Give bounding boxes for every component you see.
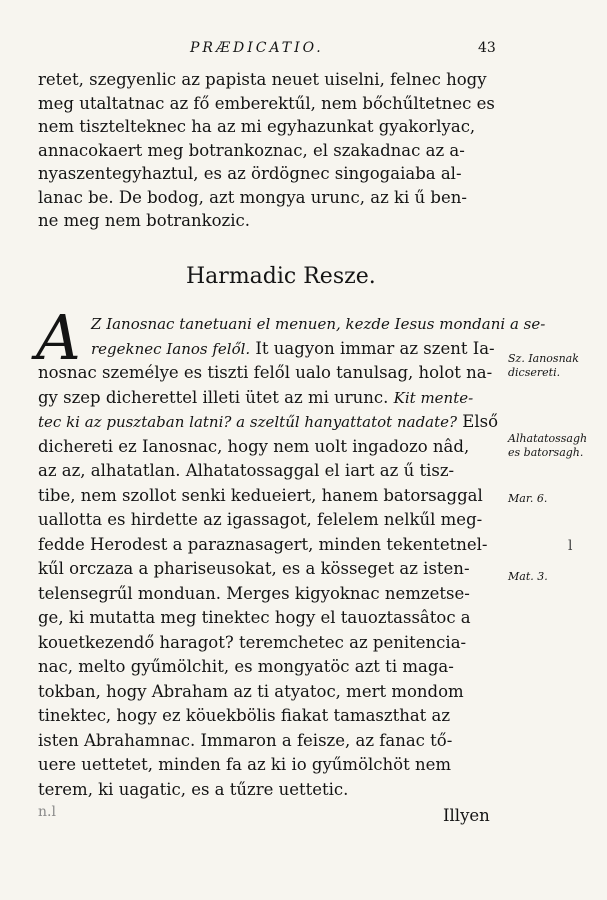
text-line xyxy=(38,680,506,705)
text-line xyxy=(38,533,506,558)
text-line: retet, szegyenlic az papista neuet uiselni, felnec hogy xyxy=(38,70,487,89)
roman-run: nosnac személye es tiszti felől ualo tanulsag, holot na- xyxy=(38,363,493,382)
roman-run: tibe, nem szollot senki kedueiert, hanem batorsaggal xyxy=(38,485,483,505)
roman-run: ge, ki mutatta meg tinektec hogy el tauoztassâtoc a xyxy=(38,608,471,627)
margin-mark: l xyxy=(568,538,573,554)
italic-run: Kit mente- xyxy=(393,388,474,407)
section-heading: Harmadic Resze. xyxy=(186,264,376,289)
roman-run: uallotta es hirdette az igassagot, felelem nelkűl meg- xyxy=(38,510,483,529)
footer-mark: n.l xyxy=(38,804,56,820)
roman-run: uere uettetet, minden fa az ki io gyűmölchöt nem xyxy=(38,755,451,774)
margin-note-mat3: Mat. 3. xyxy=(508,570,548,583)
roman-run: isten Abrahamnac. Immaron a feisze, az fanac tő- xyxy=(38,730,453,750)
roman-run: nac, melto gyűmölchit, es mongyatöc azt ti maga- xyxy=(38,657,454,676)
text-line xyxy=(38,631,506,656)
text-line xyxy=(38,459,506,484)
text-line xyxy=(38,508,506,533)
text-line xyxy=(38,557,506,582)
text-line xyxy=(38,361,506,386)
running-head: PRÆDICATIO. xyxy=(190,40,324,56)
roman-run: terem, ki uagatic, es a tűzre uettetic. xyxy=(38,779,349,799)
roman-run: tokban, hogy Abraham az ti atyatoc, mert mondom xyxy=(38,681,464,701)
page-number: 43 xyxy=(478,40,496,56)
text-line xyxy=(38,410,506,435)
text-line xyxy=(38,386,506,411)
text-line xyxy=(38,606,506,631)
margin-note-dicsereti: Sz. Ianosnak dicsereti. xyxy=(508,352,579,379)
italic-run: tec ki az pusztaban latni? a szeltűl hanyattatot nadate? xyxy=(38,413,458,431)
italic-run: regeknec Ianos felől. xyxy=(91,339,251,358)
text-line xyxy=(38,729,506,754)
text-line: ne meg nem botrankozic. xyxy=(38,211,251,230)
text-line xyxy=(38,435,506,460)
top-paragraph xyxy=(38,68,508,233)
italic-run: Z Ianosnac tanetuani el menuen, kezde Iesus mondani a se- xyxy=(91,315,546,333)
text-line xyxy=(38,655,506,680)
text-line: annacokaert meg botrankoznac, el szakadnac az a- xyxy=(38,140,465,160)
text-line xyxy=(38,337,506,362)
text-line: meg utaltatnac az fő emberektűl, nem bőchűltetnec es xyxy=(38,93,495,113)
roman-run: dichereti ez Ianosnac, hogy nem uolt ingadozo nâd, xyxy=(38,436,470,456)
roman-run: fedde Herodest a paraznasagert, minden tekentetnel- xyxy=(38,534,488,554)
text-line xyxy=(38,704,506,729)
roman-run: Első xyxy=(457,412,499,431)
text-line: nyaszentegyhaztul, es az ördögnec singogaiaba al- xyxy=(38,164,462,183)
drop-cap: A xyxy=(36,301,81,374)
text-line xyxy=(38,312,546,337)
page-header xyxy=(0,40,607,62)
roman-run: gy szep dicherettel illeti ütet az mi urunc. xyxy=(38,387,389,407)
text-line xyxy=(38,778,506,803)
roman-run: az az, alhatatlan. Alhatatossaggal el iart az ű tisz- xyxy=(38,461,455,480)
margin-note-mar6: Mar. 6. xyxy=(508,492,548,505)
text-line xyxy=(38,582,506,607)
roman-run: tinektec, hogy ez köuekbölis fiakat tamaszthat az xyxy=(38,706,451,725)
text-line: nem tisztelteknec ha az mi egyhazunkat gyakorlyac, xyxy=(38,117,476,136)
roman-run: kűl orczaza a pharisеusokat, es a kösseget az isten- xyxy=(38,559,470,578)
roman-run: telensegrűl monduan. Merges kigyoknac nemzetse- xyxy=(38,583,470,603)
text-line: lanac be. De bodog, azt mongya urunc, az ki ű ben- xyxy=(38,187,467,207)
margin-note-alhatatossag: Alhatatossagh es batorsagh. xyxy=(508,432,588,459)
roman-run: kouetkezendő haragot? teremchetec az penitencia- xyxy=(38,632,467,652)
roman-run: It uagyon immar az szent Ia- xyxy=(250,338,495,358)
text-line xyxy=(38,484,506,509)
catchword: Illyen xyxy=(443,806,490,825)
text-line xyxy=(38,753,506,778)
